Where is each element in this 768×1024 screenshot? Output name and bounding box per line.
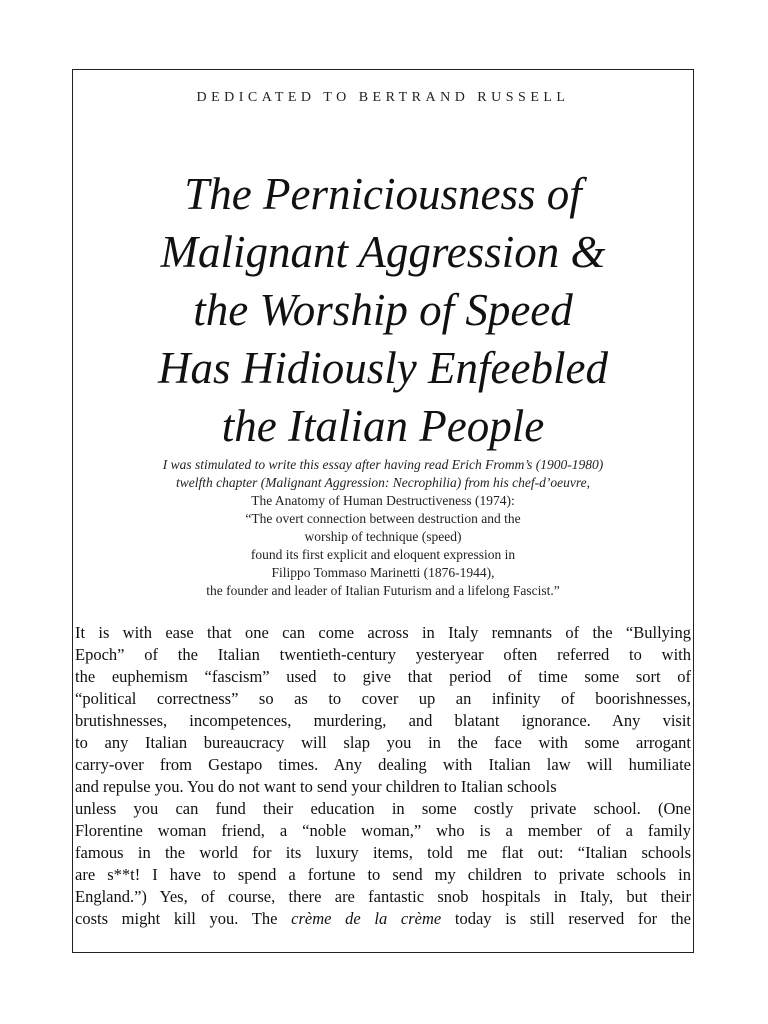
epigraph-line: found its first explicit and eloquent expression in (250, 547, 516, 562)
body-line: the euphemism “fascism” used to give that period of time some sort of (75, 667, 691, 686)
body-line: It is with ease that one can come across in Italy remnants of the “Bullying (75, 623, 691, 642)
body-line: Epoch” of the Italian twentieth-century yesteryear often referred to with (75, 645, 691, 664)
body-line: Florentine woman friend, a “noble woman,” who is a member of a family (75, 821, 691, 840)
body-line: “political correctness” so as to cover up an infinity of boorishnesses, (75, 689, 691, 708)
body-line (75, 908, 691, 930)
epigraph-line: Filippo Tommaso Marinetti (1876-1944), (271, 565, 495, 580)
epigraph (73, 456, 693, 600)
epigraph-line: “The overt connection between destruction and the (245, 511, 521, 526)
body-text-segment: today is still reserved for the (441, 909, 691, 928)
title-line: the Italian People (221, 401, 545, 451)
italic-phrase: crème de la crème (291, 909, 442, 928)
epigraph-line: I was stimulated to write this essay after having read Erich Fromm’s (1900-1980) (162, 457, 604, 472)
body-line: brutishnesses, incompetences, murdering, and blatant ignorance. Any visit (75, 711, 691, 730)
dedication: DEDICATED TO BERTRAND RUSSELL (196, 90, 570, 105)
title-line: Has Hidiously Enfeebled (158, 343, 608, 393)
body-line: famous in the world for its luxury items, told me flat out: “Italian schools (75, 843, 691, 862)
page-frame (72, 69, 694, 953)
body-line: are s**t! I have to spend a fortune to send my children to private schools in (75, 865, 691, 884)
epigraph-line: worship of technique (speed) (304, 529, 462, 544)
title-line: The Perniciousness of (184, 169, 582, 219)
body-line: carry-over from Gestapo times. Any dealing with Italian law will humiliate (75, 755, 691, 774)
essay-title (73, 165, 693, 455)
title-line: Malignant Aggression & (160, 227, 606, 277)
title-line: the Worship of Speed (193, 285, 573, 335)
body-paragraph (75, 622, 691, 930)
body-text-segment: costs might kill you. The (75, 909, 292, 928)
body-line: and repulse you. You do not want to send your children to Italian schools (75, 777, 557, 796)
epigraph-line: twelfth chapter (Malignant Aggression: Necrophilia) from his chef-d’oeuvre, (176, 475, 590, 490)
body-line: England.”) Yes, of course, there are fantastic snob hospitals in Italy, but their (75, 887, 691, 906)
epigraph-line: the founder and leader of Italian Futurism and a lifelong Fascist.” (206, 583, 560, 598)
epigraph-line: The Anatomy of Human Destructiveness (1974): (251, 493, 515, 508)
body-line: unless you can fund their education in some costly private school. (One (75, 799, 691, 818)
body-line: to any Italian bureaucracy will slap you in the face with some arrogant (75, 733, 691, 752)
